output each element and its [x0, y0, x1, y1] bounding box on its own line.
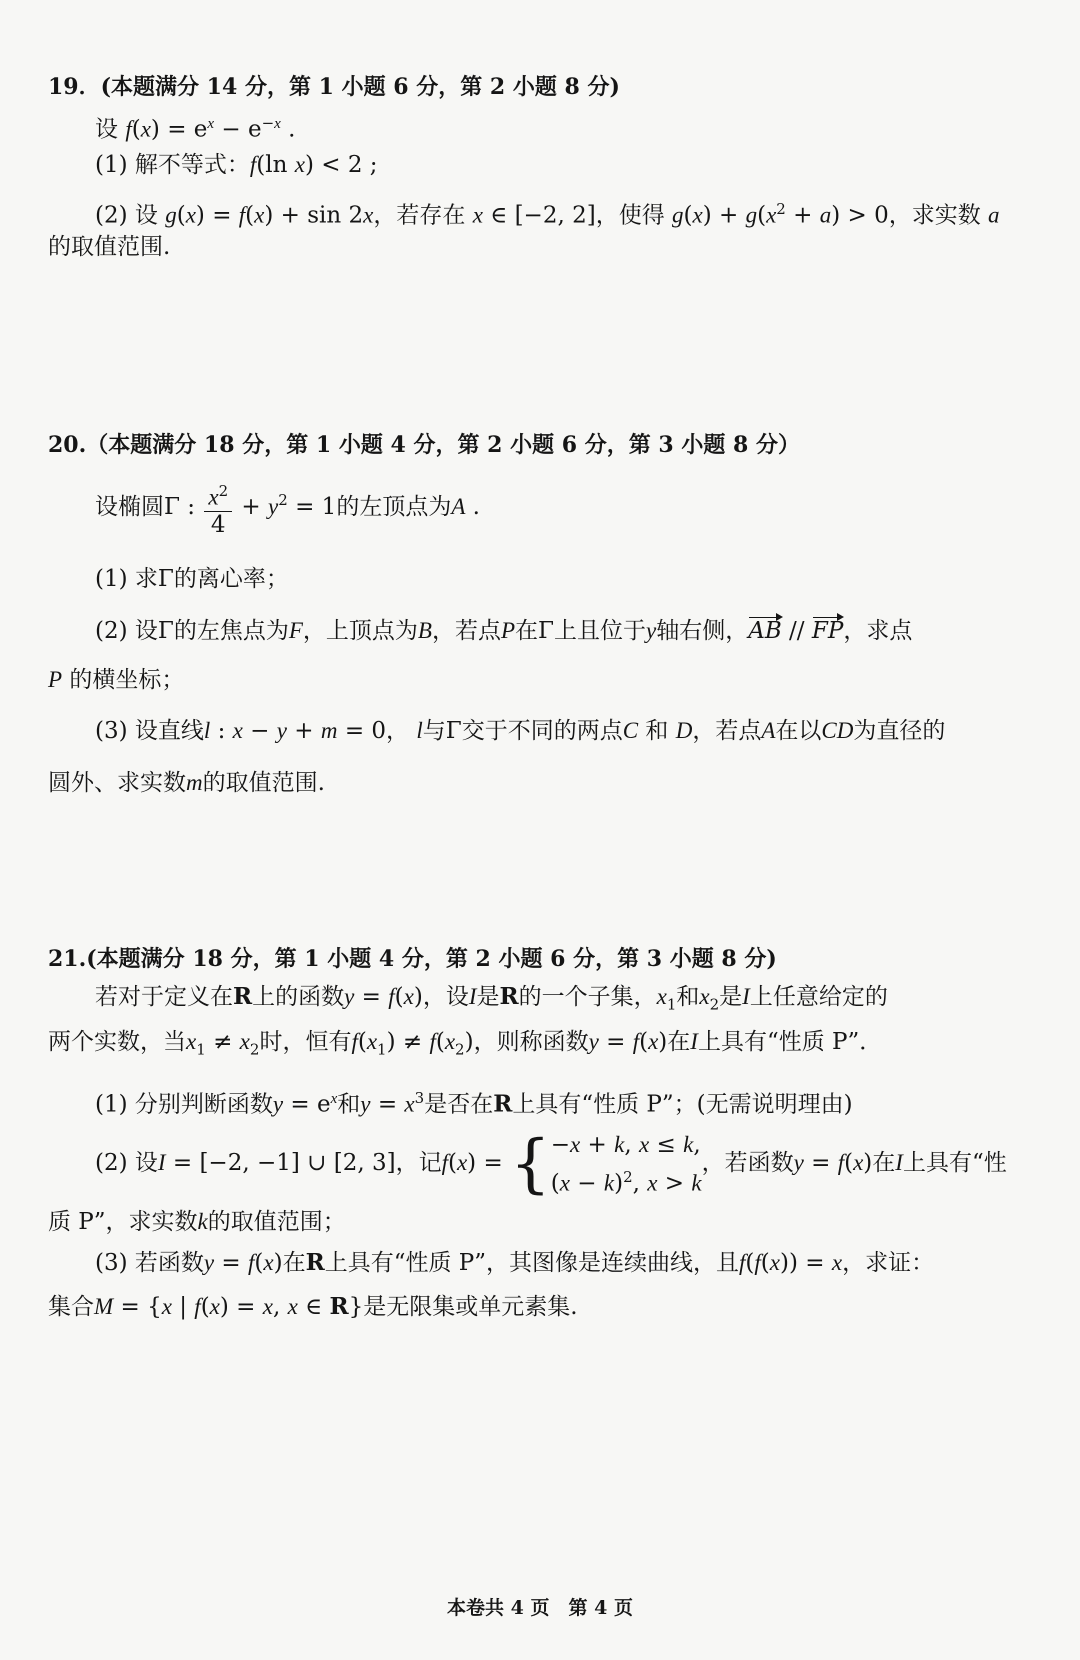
- q19-part2-cont: 的取值范围.: [48, 234, 171, 260]
- q21-part2-cont: 质 P”，求实数k的取值范围；: [48, 1209, 346, 1235]
- q21-part1: (1) 分别判断函数$y = e^x$和$y = x^3$是否在R上具有“性质 P”；(无需说明理由): [95, 1089, 853, 1118]
- q20-intro: 设椭圆Γ : $\frac{x^2}{4}$ + $y^2 = 1$的左顶点为A .: [95, 478, 480, 538]
- q19-part2: (2) 设 g(x) = f(x) + sin 2x，若存在 x ∈ [−2, 2]，使得 $g(x) + g(x^2 + a) > 0$，求实数 a: [95, 200, 1000, 229]
- q20-part3: (3) 设直线l : x − y + m = 0， l与Γ交于不同的两点C 和 D，若点A在以CD为直径的: [95, 718, 946, 744]
- q20-part1: (1) 求Γ的离心率；: [95, 566, 289, 592]
- q21-part2: (2) 设I = [−2, −1] ∪ [2, 3]，记f(x) = { −x + k, x ≤ k, $(x - k)^2$, x > k ，若函数y = f(x)在I上具有“性: [95, 1127, 1007, 1202]
- ellipse-fraction: $\frac{x^2}{4}$: [204, 478, 232, 538]
- q21-part3: (3) 若函数y = f(x)在R上具有“性质 P”，其图像是连续曲线，且f(f(x)) = x，求证：: [95, 1249, 935, 1276]
- q21-intro2: 两个实数，当$x_1 \ne x_2$时，恒有$f(x_1) \ne f(x_2)$，则称函数y = f(x)在I上具有“性质 P”．: [48, 1029, 883, 1059]
- page-footer: 本卷共 4 页 第 4 页: [447, 1597, 633, 1619]
- q20-part2-cont: P 的横坐标；: [48, 667, 185, 693]
- q21-intro: 若对于定义在R上的函数y = f(x)，设I是R的一个子集，$x_1$和$x_2$是I上任意给定的: [95, 983, 888, 1014]
- piecewise-brace: { −x + k, x ≤ k, $(x - k)^2$, x > k: [510, 1127, 702, 1202]
- q20-part3-cont: 圆外、求实数m的取值范围.: [48, 770, 325, 796]
- q19-intro: 设 $f(x) = e^x - e^{-x}$ .: [95, 114, 296, 143]
- q19-header: 19．(本题满分 14 分，第 1 小题 6 分，第 2 小题 8 分): [48, 74, 620, 100]
- q21-part3-cont: 集合M = {x | f(x) = x, x ∈ R}是无限集或单元素集.: [48, 1293, 578, 1320]
- q20-header: 20.（本题满分 18 分，第 1 小题 4 分，第 2 小题 6 分，第 3 小题 8 分）: [48, 432, 800, 458]
- q20-part2: (2) 设Γ的左焦点为F，上顶点为B，若点P在Γ上且位于y轴右侧，AB // FP，求点: [95, 614, 912, 648]
- q19-part1: (1) 解不等式：f(ln x) < 2 ;: [95, 152, 378, 178]
- q21-header: 21.(本题满分 18 分，第 1 小题 4 分，第 2 小题 6 分，第 3 小题 8 分): [48, 946, 777, 972]
